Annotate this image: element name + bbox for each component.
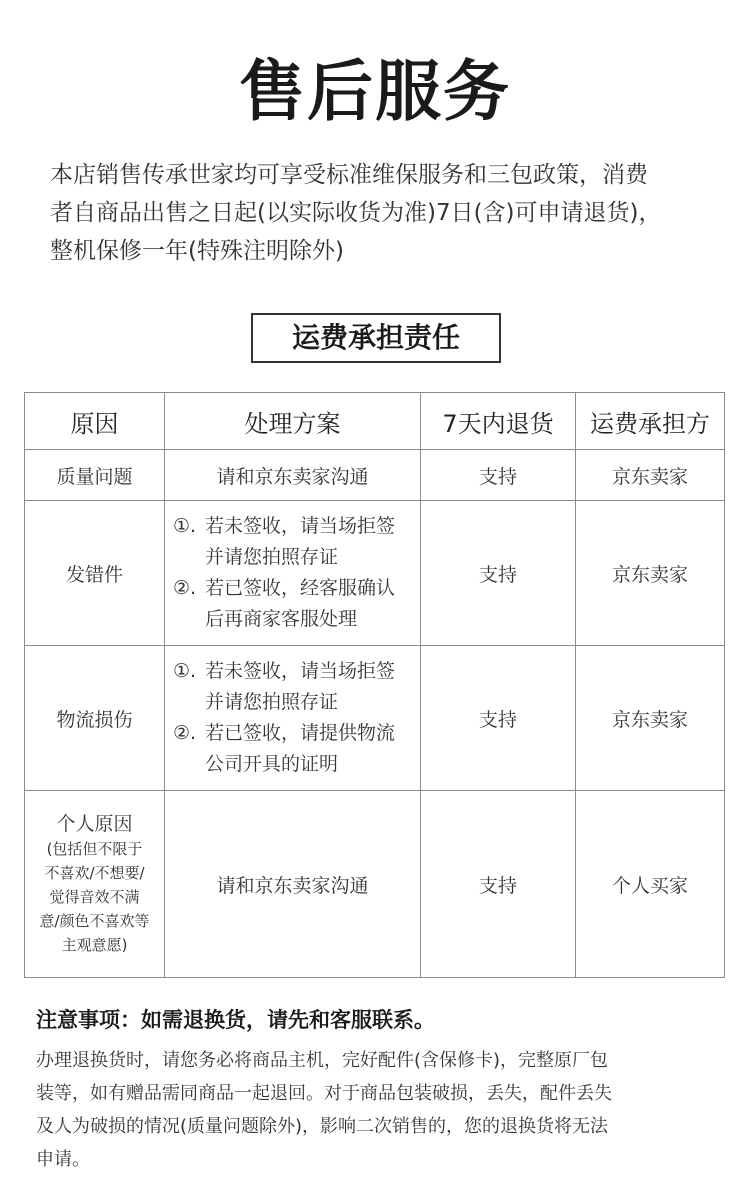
return-policy-table	[24, 392, 725, 978]
intro-line: 整机保修一年(特殊注明除外)	[50, 238, 344, 264]
header-return-7-days: 7天内退货	[421, 393, 576, 450]
notice-title: 注意事项：如需退换货，请先和客服联系。	[36, 1008, 435, 1032]
header-reason: 原因	[25, 393, 165, 450]
solution-step	[173, 573, 420, 635]
step-number: ②.	[173, 722, 197, 744]
cell-reason: 物流损伤	[25, 646, 165, 791]
step-text: 若已签收，经客服确认 后再商家客服处理	[205, 577, 396, 630]
cell-return-7-days: 支持	[421, 646, 576, 791]
table-row	[25, 450, 725, 501]
reason-note: (包括但不限于 不喜欢/不想要/ 觉得音效不满 意/颜色不喜欢等 主观意愿)	[39, 840, 150, 954]
step-text: 若未签收，请当场拒签 并请您拍照存证	[205, 515, 396, 568]
header-solution: 处理方案	[165, 393, 421, 450]
cell-return-7-days: 支持	[421, 450, 576, 501]
intro-line: 者自商品出售之日起(以实际收货为准)7日(含)可申请退货)，	[50, 200, 662, 226]
solution-steps	[165, 511, 420, 635]
reason-label: 个人原因	[56, 813, 133, 835]
cell-shipping-payer: 京东卖家	[576, 501, 725, 646]
cell-return-7-days: 支持	[421, 791, 576, 978]
intro-paragraph	[50, 156, 720, 270]
notice-line: 及人为破损的情况(质量问题除外)，影响二次销售的，您的退换货将无法	[36, 1116, 609, 1137]
notice-body	[36, 1044, 726, 1176]
table-row	[25, 501, 725, 646]
step-number: ①.	[173, 515, 197, 537]
cell-reason: 质量问题	[25, 450, 165, 501]
cell-shipping-payer: 个人买家	[576, 791, 725, 978]
step-text: 若已签收，请提供物流 公司开具的证明	[205, 722, 396, 775]
cell-solution: 请和京东卖家沟通	[165, 450, 421, 501]
cell-reason: 发错件	[25, 501, 165, 646]
cell-return-7-days: 支持	[421, 501, 576, 646]
step-text: 若未签收，请当场拒签 并请您拍照存证	[205, 660, 396, 713]
solution-step	[173, 656, 420, 718]
solution-steps	[165, 656, 420, 780]
cell-shipping-payer: 京东卖家	[576, 646, 725, 791]
step-number: ②.	[173, 577, 197, 599]
notice-line: 申请。	[36, 1149, 90, 1170]
cell-solution	[165, 501, 421, 646]
intro-line: 本店销售传承世家均可享受标准维保服务和三包政策，消费	[50, 162, 648, 188]
cell-solution	[165, 646, 421, 791]
section-title-shipping-responsibility: 运费承担责任	[251, 313, 501, 363]
cell-solution: 请和京东卖家沟通	[165, 791, 421, 978]
notice-line: 装等，如有赠品需同商品一起退回。对于商品包装破损，丢失，配件丢失	[36, 1083, 612, 1104]
header-shipping-payer: 运费承担方	[576, 393, 725, 450]
page-title: 售后服务	[239, 53, 511, 130]
cell-reason	[25, 791, 165, 978]
notice-line: 办理退换货时，请您务必将商品主机，完好配件(含保修卡)，完整原厂包	[36, 1050, 609, 1071]
table-row	[25, 791, 725, 978]
step-number: ①.	[173, 660, 197, 682]
solution-step	[173, 511, 420, 573]
table-header-row	[25, 393, 725, 450]
solution-step	[173, 718, 420, 780]
cell-shipping-payer: 京东卖家	[576, 450, 725, 501]
table-row	[25, 646, 725, 791]
